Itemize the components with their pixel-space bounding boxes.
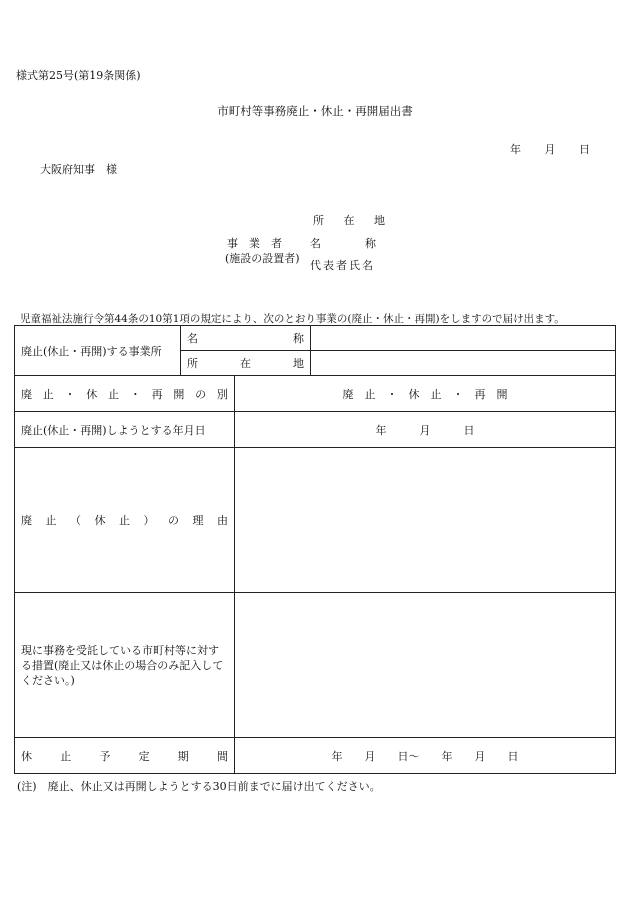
label-char: の xyxy=(195,387,207,401)
addressee: 大阪府知事 様 xyxy=(40,163,117,176)
submission-date: 年 月 日 xyxy=(510,143,590,156)
label-char: ） xyxy=(143,514,155,527)
label-char: 止 xyxy=(42,387,54,401)
reason-field[interactable] xyxy=(235,448,616,593)
period-label xyxy=(15,738,235,774)
office-address-label xyxy=(181,351,311,376)
reason-label xyxy=(15,448,235,593)
label-char: ・ xyxy=(64,387,76,401)
label-char: 廃 xyxy=(21,387,32,401)
label-char: 在 xyxy=(240,357,251,370)
label-char: 名 xyxy=(187,332,198,345)
label-char: 休 xyxy=(21,749,32,763)
label-char: 予 xyxy=(99,749,111,763)
office-name-field[interactable] xyxy=(311,326,616,351)
label-char: 期 xyxy=(177,749,189,763)
label-char: 止 xyxy=(108,387,120,401)
label-char: 止 xyxy=(60,749,72,763)
label-char: （ xyxy=(70,514,81,527)
label-char: 所 xyxy=(187,357,198,370)
applicant-name-label: 名 称 xyxy=(310,237,376,250)
date-value[interactable]: 年 月 日 xyxy=(235,412,616,448)
label-char: 別 xyxy=(216,387,228,401)
label-char: 休 xyxy=(94,514,106,527)
label-char: 由 xyxy=(217,514,228,527)
statement-text: 児童福祉法施行令第44条の10第1項の規定により、次のとおり事業の(廃止・休止・再開)をしますので届け出ます。 xyxy=(20,313,565,325)
applicant-role-sub-label: (施設の設置者) xyxy=(225,252,300,265)
footnote: (注) 廃止、休止又は再開しようとする30日前までに届け出てください。 xyxy=(17,780,381,793)
label-char: 称 xyxy=(293,332,304,345)
measures-field[interactable] xyxy=(235,593,616,738)
form-table xyxy=(14,325,616,774)
measures-label: 現に事務を受託している市町村等に対する措置(廃止又は休止の場合のみ記入してください。) xyxy=(15,593,235,738)
label-char: 定 xyxy=(138,749,150,763)
label-char: 理 xyxy=(192,514,204,527)
type-label xyxy=(15,376,235,412)
form-number: 様式第25号(第19条関係) xyxy=(16,69,141,82)
label-char: ・ xyxy=(129,387,141,401)
label-char: 地 xyxy=(293,357,304,370)
label-char: 間 xyxy=(216,749,228,763)
applicant-role-label: 事 業 者 xyxy=(227,237,282,250)
office-name-label xyxy=(181,326,311,351)
period-value[interactable]: 年 月 日～ 年 月 日 xyxy=(235,738,616,774)
representative-label: 代表者氏名 xyxy=(310,259,375,272)
label-char: 休 xyxy=(86,387,98,401)
label-char: 止 xyxy=(45,514,57,527)
applicant-address-label: 所 在 地 xyxy=(313,214,393,227)
office-address-field[interactable] xyxy=(311,351,616,376)
label-char: 再 xyxy=(151,387,163,401)
type-value[interactable]: 廃 止 ・ 休 止 ・ 再 開 xyxy=(235,376,616,412)
label-char: 開 xyxy=(173,387,185,401)
label-char: 止 xyxy=(119,514,130,527)
document-title: 市町村等事務廃止・休止・再開届出書 xyxy=(217,104,413,118)
office-label: 廃止(休止・再開)する事業所 xyxy=(15,326,181,376)
label-char: 廃 xyxy=(21,514,32,527)
date-label: 廃止(休止・再開)しようとする年月日 xyxy=(15,412,235,448)
label-char: の xyxy=(168,514,179,527)
